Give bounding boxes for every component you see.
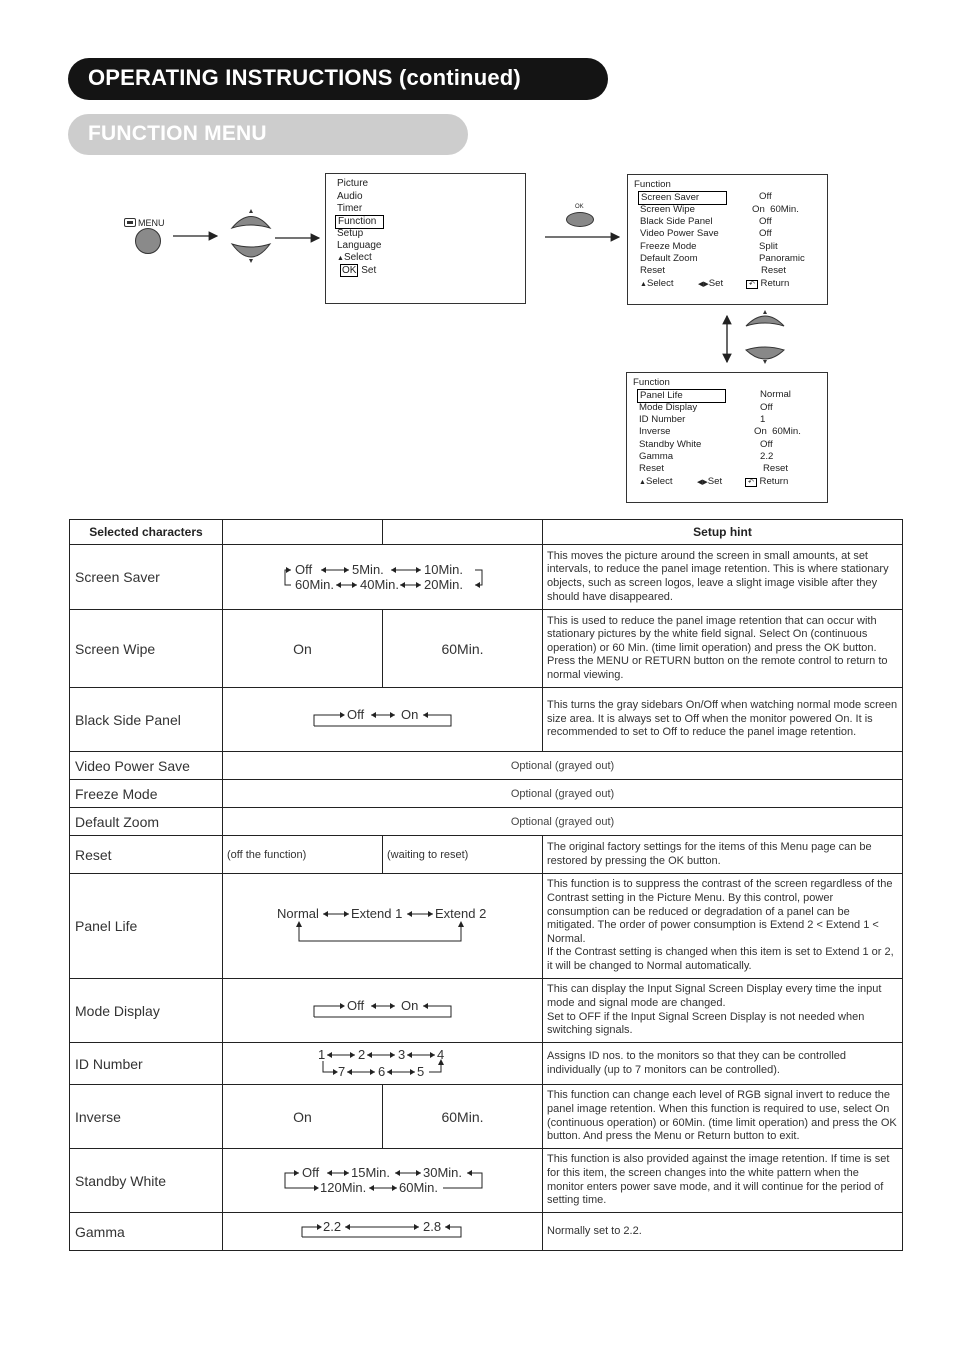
menu-item-audio[interactable]: Audio bbox=[337, 191, 363, 202]
id-number-cycle bbox=[223, 1043, 543, 1085]
function-menu-title: Function bbox=[634, 179, 671, 190]
option-off: Off bbox=[295, 562, 313, 577]
leftright-icon: ◀︎▶︎ bbox=[698, 281, 709, 288]
fm1-item-video-power-save-value: Off bbox=[759, 228, 772, 239]
section-title: FUNCTION MENU bbox=[88, 122, 267, 145]
id-option-6: 6 bbox=[378, 1063, 386, 1079]
option-extend-2: Extend 2 bbox=[435, 906, 487, 921]
main-menu-panel bbox=[325, 173, 526, 304]
fm1-item-reset-value: Reset bbox=[761, 265, 787, 276]
fm1-item-black-side-panel-value: Off bbox=[759, 216, 772, 227]
fm1-item-default-zoom[interactable]: Default Zoom bbox=[640, 253, 698, 264]
up-button-2 bbox=[746, 316, 784, 326]
fm1-item-default-zoom-value: Panoramic bbox=[759, 253, 805, 264]
page-title: OPERATING INSTRUCTIONS (continued) bbox=[88, 65, 521, 90]
option-30min: 30Min. bbox=[423, 1164, 463, 1180]
row-name: ID Number bbox=[70, 1043, 223, 1085]
cycle-arrows bbox=[223, 1217, 543, 1247]
table-row bbox=[70, 545, 903, 610]
option-60min: 60Min. bbox=[399, 1179, 439, 1195]
table-row bbox=[70, 1149, 903, 1213]
fm2-item-gamma[interactable]: Gamma bbox=[639, 451, 674, 462]
mode-display-cycle bbox=[223, 979, 543, 1043]
setup-hint: This function can change each level of RGB signal invert to reduce the panel image retention. When this function is required to use, select On (continuous operation) or 60Min. (time limit operation) and press the OK button. And press the Menu or Return button to exit. bbox=[543, 1085, 903, 1149]
option-on: On bbox=[223, 1085, 383, 1149]
fm1-item-reset[interactable]: Reset bbox=[640, 265, 666, 276]
row-name: Screen Wipe bbox=[70, 610, 223, 688]
function-menu-title-2: Function bbox=[633, 377, 670, 388]
option-on: On bbox=[401, 997, 419, 1013]
setup-hint: This can display the Input Signal Screen Display every time the input mode and signal mode are changed. Set to OFF if the Input Signal Screen Display is not needed when switching signals. bbox=[543, 979, 903, 1043]
black-side-panel-cycle bbox=[223, 688, 543, 752]
fm2-item-id-number-value: 1 bbox=[760, 414, 766, 425]
table-row bbox=[70, 1213, 903, 1251]
fm1-item-screen-wipe-value: On 60Min. bbox=[752, 204, 799, 215]
leftright-icon: ◀︎▶︎ bbox=[697, 479, 708, 486]
cycle-arrows bbox=[223, 702, 543, 738]
updown-icon: ▲︎ bbox=[640, 281, 647, 288]
fm1-return-hint: ↶︎ Return bbox=[746, 278, 789, 291]
setup-hint: Assigns ID nos. to the monitors so that they can be controlled individually (up to 7 monitors can be controlled). bbox=[543, 1043, 903, 1085]
ok-button[interactable] bbox=[566, 212, 594, 227]
option-off: Off bbox=[347, 997, 365, 1013]
col-header-selected: Selected characters bbox=[70, 520, 223, 545]
option-60min: 60Min. bbox=[383, 1085, 543, 1149]
table-header-row bbox=[70, 520, 903, 545]
gamma-cycle bbox=[223, 1213, 543, 1251]
option-60min: 60Min. bbox=[295, 577, 335, 592]
fm1-item-freeze-mode-value: Split bbox=[759, 241, 778, 252]
row-name: Default Zoom bbox=[70, 808, 223, 836]
row-name: Freeze Mode bbox=[70, 780, 223, 808]
option-60min: 60Min. bbox=[383, 610, 543, 688]
fm2-item-panel-life-value: Normal bbox=[760, 389, 791, 400]
updown-icon: ▲︎ bbox=[337, 255, 344, 262]
cycle-arrows bbox=[223, 993, 543, 1029]
row-name: Mode Display bbox=[70, 979, 223, 1043]
option-20min: 20Min. bbox=[424, 577, 464, 592]
setup-hint: This is used to reduce the panel image retention that can occur with stationary pictures by the white field signal. Select On (continuous operation) or 60 Min. (time limit operation) and press the OK button. Press the MENU or RETURN button on the remote control to return to normal viewing. bbox=[543, 610, 903, 688]
option-on: On bbox=[401, 706, 419, 722]
menu-button-label: MENU bbox=[138, 218, 165, 228]
row-name: Video Power Save bbox=[70, 752, 223, 780]
fm1-item-freeze-mode[interactable]: Freeze Mode bbox=[640, 241, 697, 252]
fm2-select-hint: ▲︎Select bbox=[639, 476, 673, 487]
table-row bbox=[70, 688, 903, 752]
screen-saver-cycle bbox=[223, 545, 543, 610]
row-name: Standby White bbox=[70, 1149, 223, 1213]
table-row bbox=[70, 836, 903, 874]
option-120min: 120Min. bbox=[320, 1179, 367, 1195]
function-menu-panel-2 bbox=[626, 372, 828, 503]
option-15min: 15Min. bbox=[351, 1164, 391, 1180]
table-row bbox=[70, 1085, 903, 1149]
fm1-item-video-power-save[interactable]: Video Power Save bbox=[640, 228, 719, 239]
row-name: Screen Saver bbox=[70, 545, 223, 610]
setup-hint: The original factory settings for the items of this Menu page can be restored by pressing the OK button. bbox=[543, 836, 903, 874]
table-row bbox=[70, 780, 903, 808]
option-5min: 5Min. bbox=[352, 562, 384, 577]
table-row bbox=[70, 808, 903, 836]
fm1-item-screen-saver-value: Off bbox=[759, 191, 772, 202]
function-menu-panel-1 bbox=[627, 174, 828, 305]
table-row bbox=[70, 752, 903, 780]
setup-hint: Normally set to 2.2. bbox=[543, 1213, 903, 1251]
table-row bbox=[70, 979, 903, 1043]
fm2-item-standby-white-value: Off bbox=[760, 439, 773, 450]
fm2-item-reset-value: Reset bbox=[763, 463, 789, 474]
fm1-item-screen-saver[interactable]: Screen Saver bbox=[638, 191, 727, 205]
down-button-2 bbox=[746, 347, 784, 359]
menu-item-timer[interactable]: Timer bbox=[337, 203, 363, 214]
ok-button-label: OK bbox=[575, 204, 584, 210]
fm2-item-reset[interactable]: Reset bbox=[639, 463, 665, 474]
down-button bbox=[232, 244, 270, 257]
option-2-2: 2.2 bbox=[323, 1218, 342, 1234]
option-10min: 10Min. bbox=[424, 562, 464, 577]
fm1-select-hint: ▲︎Select bbox=[640, 278, 674, 289]
return-icon: ↶︎ bbox=[746, 280, 758, 289]
fm2-item-standby-white[interactable]: Standby White bbox=[639, 439, 702, 450]
setup-hint: This function is to suppress the contrast of the screen regardless of the Contrast setting in the Picture Menu. By this control, power consumption can be reduced or degradation of a panel can be mitigated. The order of power consumption is Extend 2 < Extend 1 < Normal. If the Contrast setting is changed when this item is set to Extend 1 or 2, it will be changed to Normal automatically. bbox=[543, 874, 903, 979]
updown-icon: ▲︎ bbox=[639, 479, 646, 486]
reset-off: (off the function) bbox=[223, 836, 383, 874]
option-40min: 40Min. bbox=[360, 577, 400, 592]
settings-table bbox=[69, 519, 903, 1251]
standby-white-cycle bbox=[223, 1149, 543, 1213]
id-option-3: 3 bbox=[398, 1046, 406, 1062]
setup-hint: This moves the picture around the screen in small amounts, at set intervals, to reduce the panel image retention. This is where stationary objects, such as screen logos, leave a slight image visible after they should have disappeared. bbox=[543, 545, 903, 610]
menu-item-setup[interactable]: Setup bbox=[337, 228, 364, 239]
id-option-2: 2 bbox=[358, 1046, 366, 1062]
table-row bbox=[70, 1043, 903, 1085]
fm2-set-hint: ◀︎▶︎Set bbox=[697, 476, 723, 487]
return-icon: ↶︎ bbox=[745, 478, 757, 487]
fm2-item-inverse[interactable]: Inverse bbox=[639, 426, 671, 437]
fm1-item-screen-wipe[interactable]: Screen Wipe bbox=[640, 204, 695, 215]
row-name: Black Side Panel bbox=[70, 688, 223, 752]
row-name: Inverse bbox=[70, 1085, 223, 1149]
table-row bbox=[70, 874, 903, 979]
up-button bbox=[232, 217, 270, 229]
option-extend-1: Extend 1 bbox=[351, 906, 403, 921]
fm2-item-mode-display[interactable]: Mode Display bbox=[639, 402, 698, 413]
row-name: Gamma bbox=[70, 1213, 223, 1251]
option-off: Off bbox=[302, 1164, 320, 1180]
panel-life-cycle bbox=[223, 874, 543, 979]
setup-hint: This turns the gray sidebars On/Off when watching normal mode screen size area. It is always set to Off when the monitor powered On. It is recommended to set to Off to reduce the panel image retention. bbox=[543, 688, 903, 752]
fm2-item-gamma-value: 2.2 bbox=[760, 451, 774, 462]
fm2-item-mode-display-value: Off bbox=[760, 402, 773, 413]
id-option-7: 7 bbox=[338, 1063, 346, 1079]
fm1-item-black-side-panel[interactable]: Black Side Panel bbox=[640, 216, 713, 227]
id-option-4: 4 bbox=[437, 1046, 445, 1062]
setup-hint: This function is also provided against the image retention. If time is set for this item, the screen changes into the white pattern when the monitor enters power save mode, and it will continue for the period of setting time. bbox=[543, 1149, 903, 1213]
fm2-return-hint: ↶︎ Return bbox=[745, 476, 788, 489]
col-header-blank-2 bbox=[383, 520, 543, 545]
fm1-set-hint: ◀︎▶︎Set bbox=[698, 278, 724, 289]
row-name: Panel Life bbox=[70, 874, 223, 979]
table-row bbox=[70, 610, 903, 688]
id-option-1: 1 bbox=[318, 1046, 326, 1062]
fm2-item-panel-life[interactable]: Panel Life bbox=[637, 389, 726, 403]
grayed-out-note: Optional (grayed out) bbox=[223, 780, 903, 808]
option-off: Off bbox=[347, 706, 365, 722]
grayed-out-note: Optional (grayed out) bbox=[223, 808, 903, 836]
select-hint: ▲︎Select bbox=[337, 252, 372, 263]
menu-item-language[interactable]: Language bbox=[337, 240, 382, 251]
reset-waiting: (waiting to reset) bbox=[383, 836, 543, 874]
col-header-hint: Setup hint bbox=[543, 520, 903, 545]
fm2-item-inverse-value: On 60Min. bbox=[754, 426, 801, 437]
menu-item-picture[interactable]: Picture bbox=[337, 178, 369, 189]
row-name: Reset bbox=[70, 836, 223, 874]
option-on: On bbox=[223, 610, 383, 688]
option-normal: Normal bbox=[277, 906, 319, 921]
col-header-blank-1 bbox=[223, 520, 383, 545]
menu-item-function[interactable]: Function bbox=[335, 215, 384, 229]
grayed-out-note: Optional (grayed out) bbox=[223, 752, 903, 780]
fm2-item-id-number[interactable]: ID Number bbox=[639, 414, 686, 425]
set-hint: OK Set bbox=[342, 265, 377, 276]
option-2-8: 2.8 bbox=[423, 1218, 442, 1234]
id-option-5: 5 bbox=[417, 1063, 425, 1079]
